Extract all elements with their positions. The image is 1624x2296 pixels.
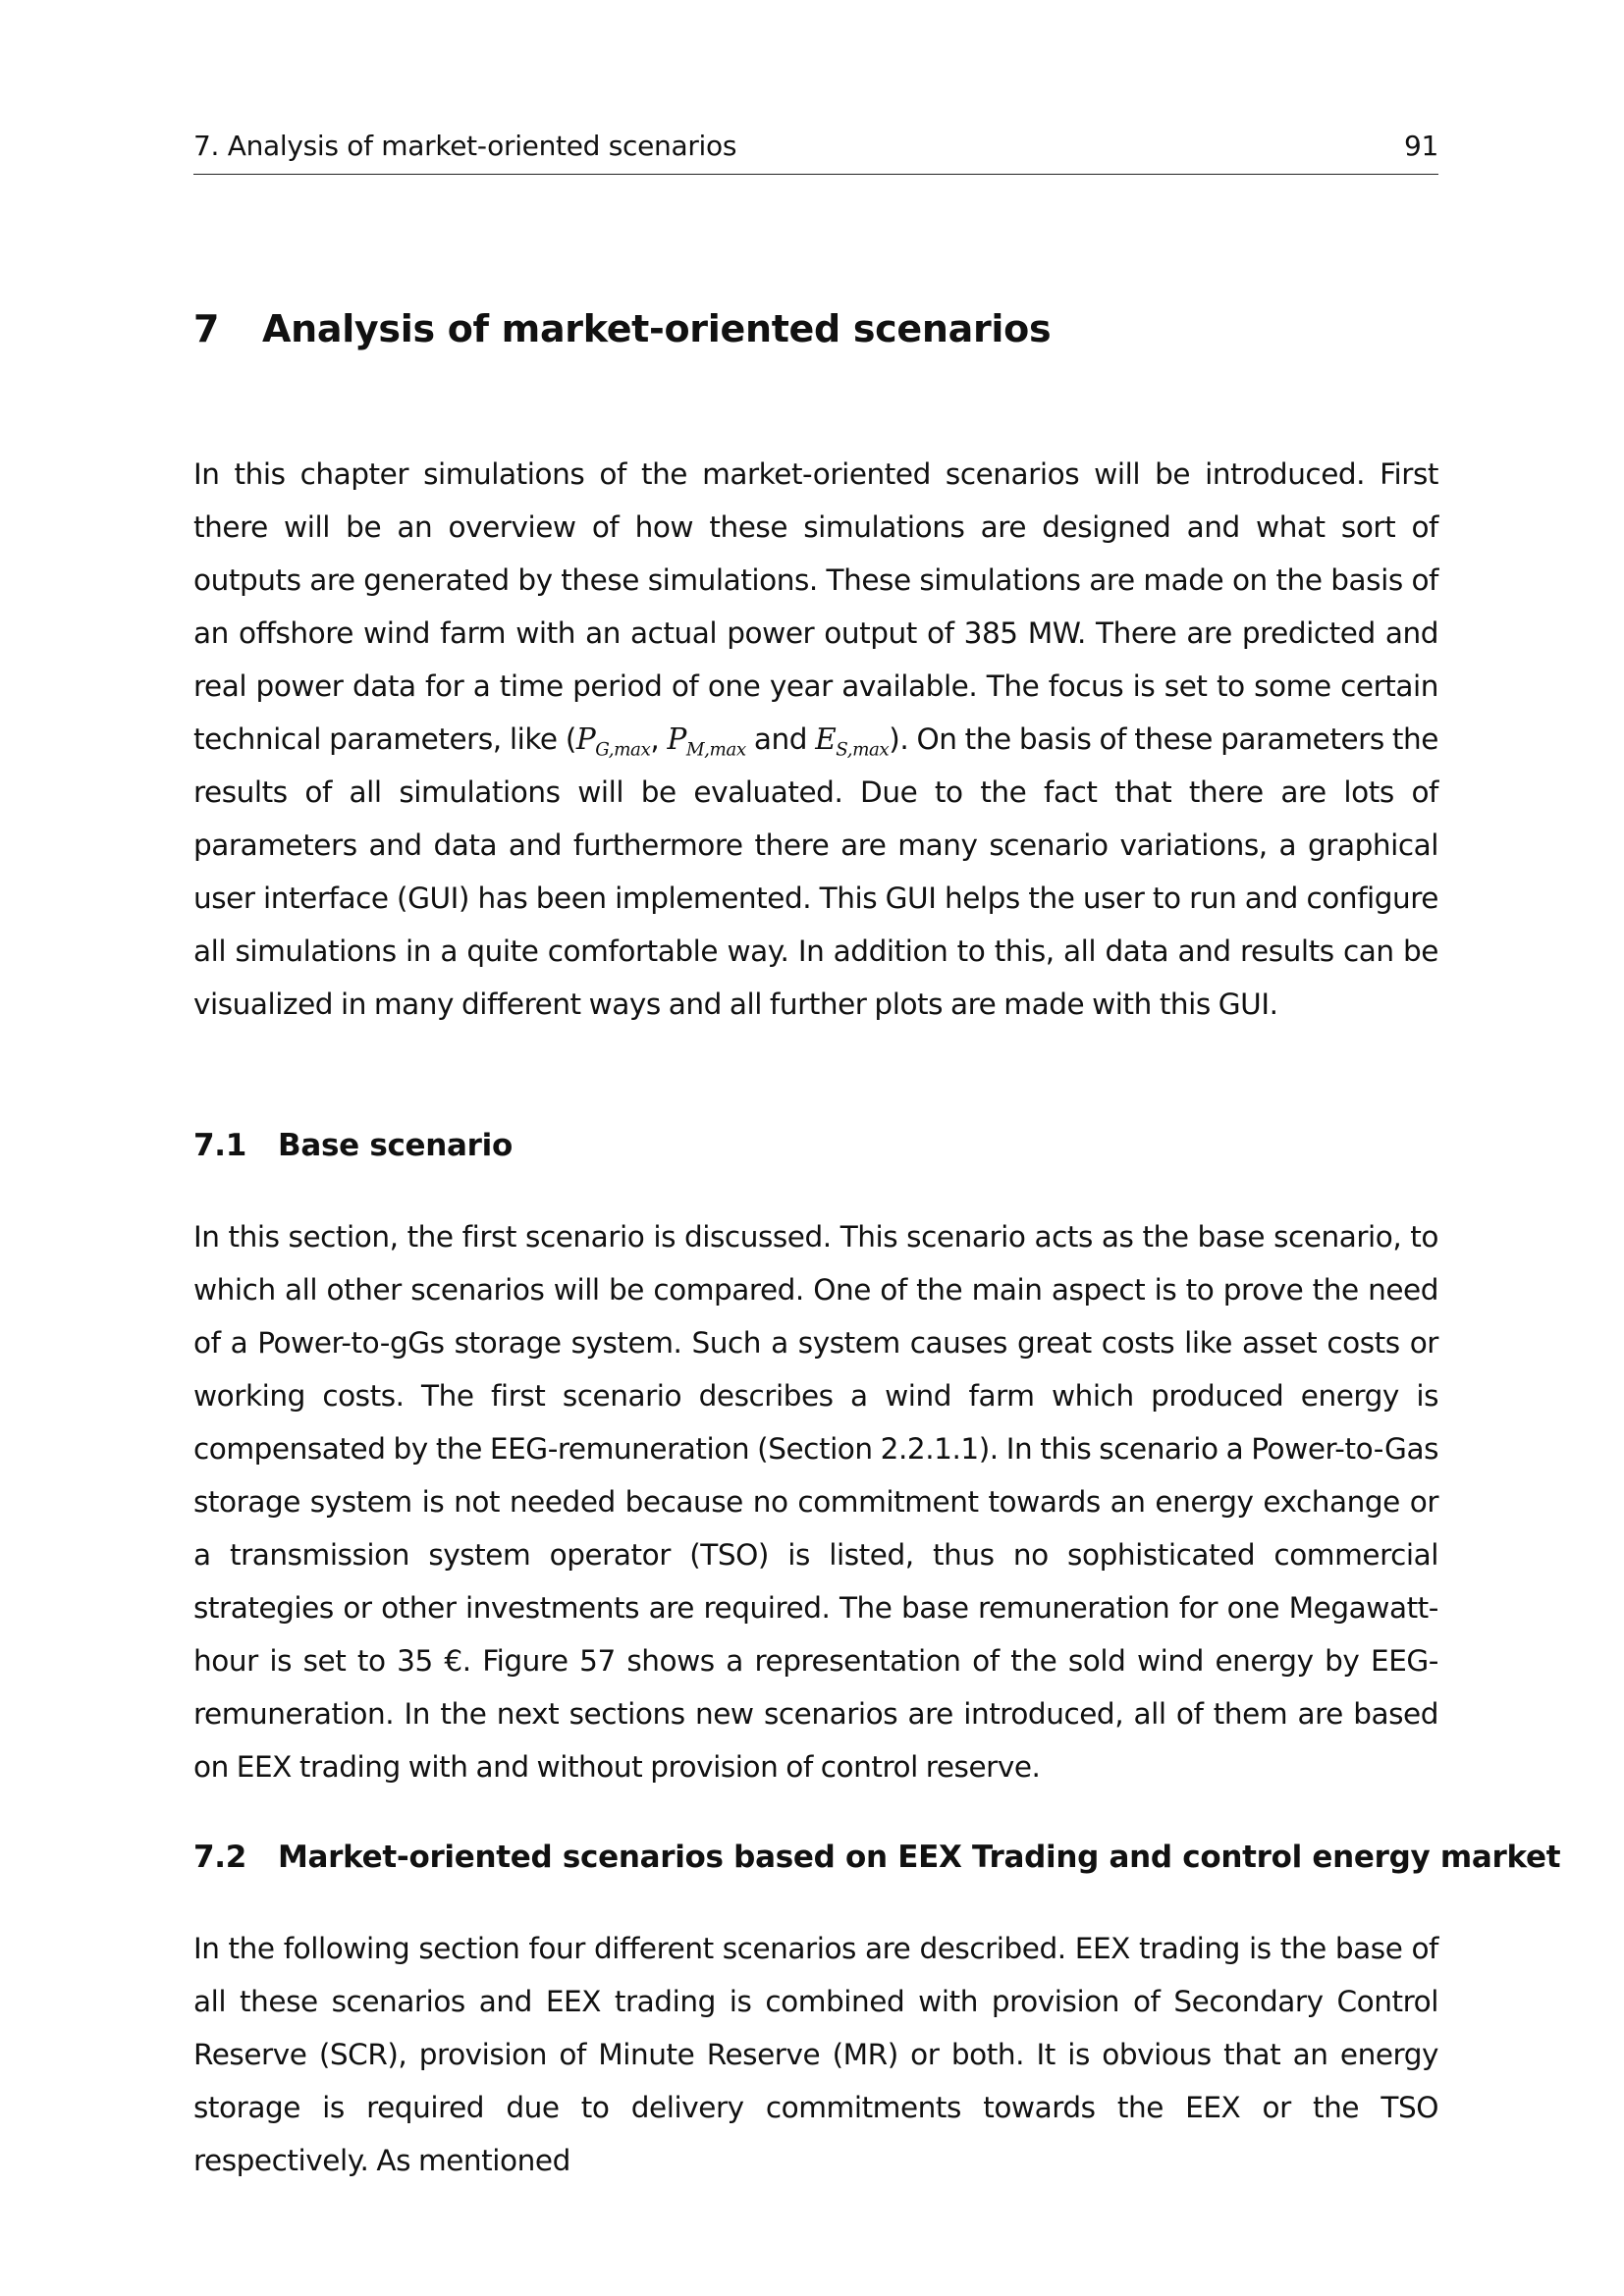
intro-sep-1: , [650,722,668,756]
chapter-heading [193,307,1051,350]
section-7-2-heading [193,1840,1560,1875]
intro-text-1: In this chapter simulations of the market-oriented scenarios will be introduced. First there will be an overview of how these simulations are designed and what sort of outputs are generated by these simulations. These simulations are made on the basis of an offshore wind farm with an actual power output of 385 MW. There are predicted and real power data for a time period of one year available. The focus is set to some certain technical parameters, like ( [193,457,1438,756]
math-esmax: $E_{S,max}$ [815,722,890,761]
intro-sep-2: and [745,722,816,756]
section-number: 7.1 [193,1128,247,1163]
section-title: Market-oriented scenarios based on EEX Trading and control energy market [278,1840,1561,1875]
intro-paragraph [193,448,1438,1031]
chapter-number: 7 [193,307,220,350]
header-rule [193,174,1438,175]
section-7-1-paragraph: In this section, the first scenario is discussed. This scenario acts as the base scenario, to which all other scenarios will be compared. One of the main aspect is to prove the need of a Power-to-gGs storage system. Such a system causes great costs like asset costs or working costs. The first scenario describes a wind farm which produced energy is compensated by the EEG-remuneration (Section 2.2.1.1). In this scenario a Power-to-Gas storage system is not needed because no commitment towards an energy exchange or a transmission system operator (TSO) is listed, thus no sophisticated commercial strategies or other investments are required. The base remuneration for one Megawatt-hour is set to 35 €. Figure 57 shows a representation of the sold wind energy by EEG-remuneration. In the next sections new scenarios are introduced, all of them are based on EEX trading with and without provision of control reserve. [193,1220,1438,1784]
section-title: Base scenario [278,1128,513,1163]
section-7-2-paragraph: In the following section four different scenarios are described. EEX trading is the base of all these scenarios and EEX trading is combined with provision of Secondary Control Reserve (SCR), provision of Minute Reserve (MR) or both. It is obvious that an energy storage is required due to delivery commitments towards the EEX or the TSO respectively. As mentioned [193,1932,1438,2177]
page-number: 91 [1403,130,1438,162]
math-pgmax: $P_{G,max}$ [575,722,651,761]
math-pmmax: $P_{M,max}$ [667,722,746,761]
chapter-title: Analysis of market-oriented scenarios [262,307,1052,350]
section-number: 7.2 [193,1840,247,1875]
running-head [193,130,1438,162]
intro-text-2: ). On the basis of these parameters the results of all simulations will be evaluated. Due to the fact that there are lots of parameters and data and furthermore there are many scenario variations, a graphical user interface (GUI) has been implemented. This GUI helps the user to run and configure all simulations in a quite comfortable way. In addition to this, all data and results can be visualized in many different ways and all further plots are made with this GUI. [193,722,1438,1021]
running-head-title: 7. Analysis of market-oriented scenarios [193,130,737,162]
section-7-1-heading [193,1128,513,1163]
